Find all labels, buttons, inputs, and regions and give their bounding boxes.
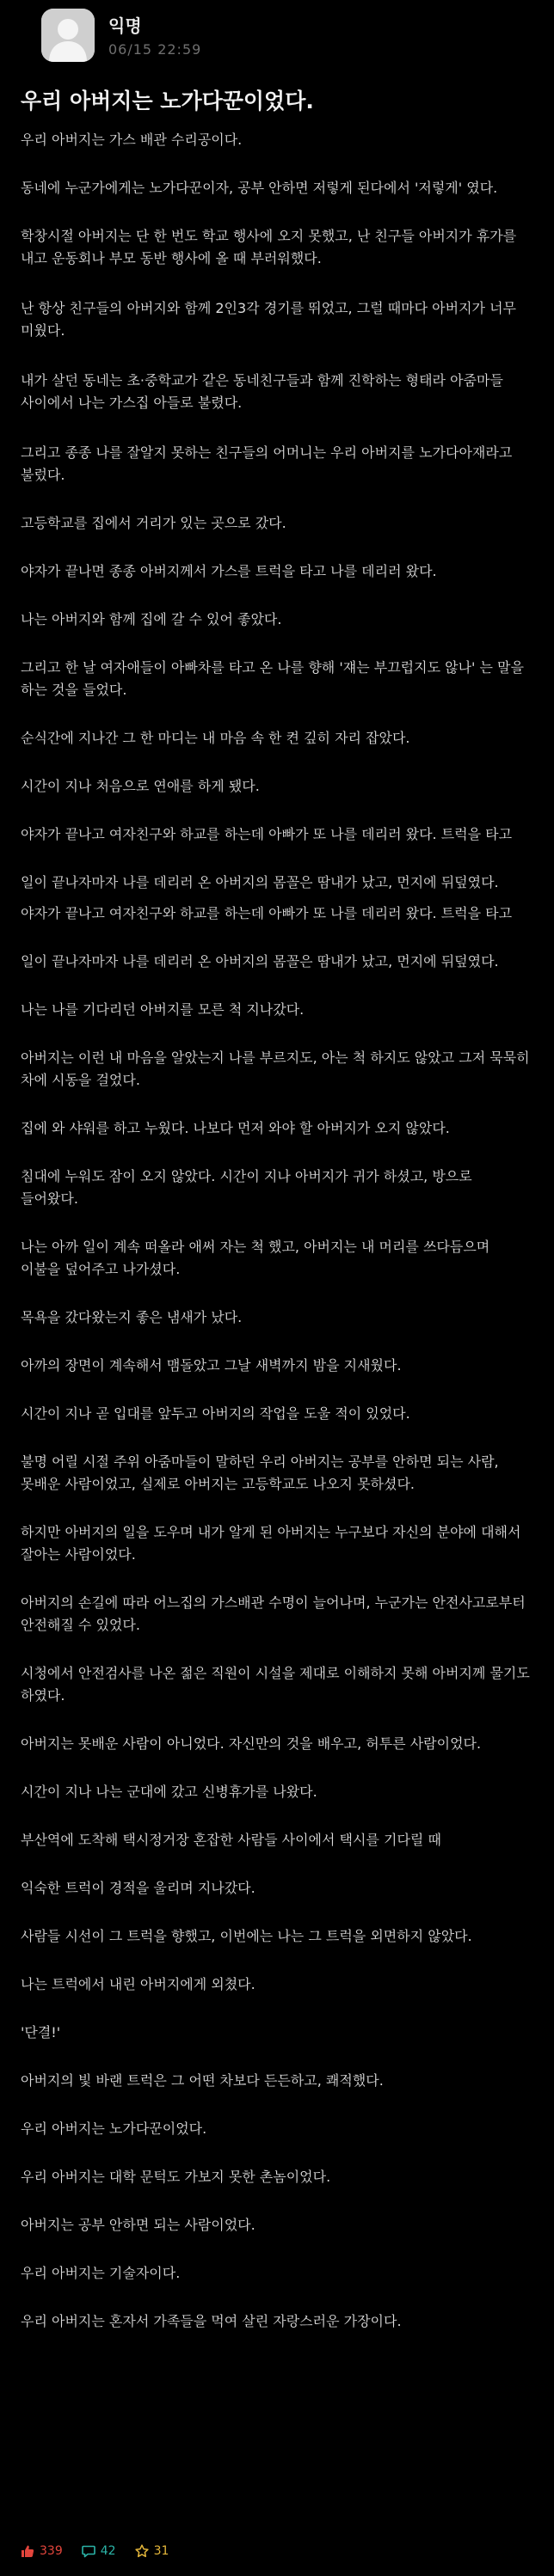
post-paragraph: 익숙한 트럭이 경적을 울리며 지나갔다. [21,1880,255,1896]
like-count: 339 [40,2544,63,2558]
default-avatar-icon [41,9,95,62]
post-paragraph: 시간이 지나 처음으로 연애를 하게 됐다. [21,778,260,794]
scrap-count: 31 [153,2544,169,2558]
post-paragraph: 시간이 지나 곧 입대를 앞두고 아버지의 작업을 도울 적이 있었다. [21,1405,410,1422]
post-paragraph: 아버지는 못배운 사람이 아니었다. 자신만의 것을 배우고, 허투른 사람이었다. [21,1735,482,1752]
post-paragraph: 나는 아까 일이 계속 떠올라 애써 자는 척 했고, 아버지는 내 머리를 쓰다듬으며 이불을 덮어주고 나가셨다. [21,1239,490,1277]
post-paragraph: 우리 아버지는 노가다꾼이었다. [21,2120,207,2137]
post-paragraph: 우리 아버지는 가스 배관 수리공이다. [21,132,243,148]
post-paragraph: 집에 와 샤워를 하고 누웠다. 나보다 먼저 와야 할 아버지가 오지 않았다. [21,1120,450,1136]
post-paragraph: 하지만 아버지의 일을 도우며 내가 알게 된 아버지는 누구보다 자신의 분야에 대해서 잘아는 사람이었다. [21,1524,521,1563]
post-paragraph: 일이 끝나자마자 나를 데리러 온 아버지의 몸꼴은 땀내가 났고, 먼지에 뒤덮였다. [21,953,499,970]
scrap-stat[interactable] [135,2544,169,2558]
post-paragraph: 나는 나를 기다리던 아버지를 모른 척 지나갔다. [21,1001,305,1018]
post-paragraph: 일이 끝나자마자 나를 데리러 온 아버지의 몸꼴은 땀내가 났고, 먼지에 뒤덮였다. [21,874,499,890]
post-paragraph: 나는 트럭에서 내린 아버지에게 외쳤다. [21,1976,255,1992]
like-stat[interactable] [21,2544,63,2558]
post-paragraph: 그리고 종종 나를 잘알지 못하는 친구들의 어머니는 우리 아버지를 노가다아재라고 불렀다. [21,444,513,483]
post-paragraph: 침대에 누워도 잠이 오지 않았다. 시간이 지나 아버지가 귀가 하셨고, 방으로 들어왔다. [21,1168,472,1207]
post-paragraph: 그리고 한 날 여자애들이 아빠차를 타고 온 나를 향해 '쟤는 부끄럽지도 않나' 는 말을 하는 것을 들었다. [21,659,524,698]
post-title: 우리 아버지는 노가다꾼이었다. [21,89,314,113]
post-paragraph: 아버지의 빛 바랜 트럭은 그 어떤 차보다 든든하고, 쾌적했다. [21,2072,384,2089]
post-paragraph: 나는 아버지와 함께 집에 갈 수 있어 좋았다. [21,611,282,627]
post-paragraph: 아버지의 손길에 따라 어느집의 가스배관 수명이 늘어나며, 누군가는 안전사고로부터 안전해질 수 있었다. [21,1594,526,1633]
post-paragraph: 아버지는 공부 안하면 되는 사람이었다. [21,2217,255,2233]
post-paragraph: '단결!' [21,2024,61,2041]
post-paragraph: 우리 아버지는 대학 문턱도 가보지 못한 촌놈이었다. [21,2169,331,2185]
comment-stat[interactable] [82,2544,116,2558]
post-paragraph: 내가 살던 동네는 초·중학교가 같은 동네친구들과 함께 진학하는 형태라 아줌마들 사이에서 나는 가스집 아들로 불렸다. [21,372,503,411]
post-paragraph: 야자가 끝나면 종종 아버지께서 가스를 트럭을 타고 나를 데리러 왔다. [21,563,437,579]
author-name: 익명 [108,15,142,36]
post-paragraph: 사람들 시선이 그 트럭을 향했고, 이번에는 나는 그 트럭을 외면하지 않았다. [21,1928,472,1944]
comment-count: 42 [100,2544,116,2558]
thumbs-up-icon [21,2544,34,2558]
post-paragraph: 난 항상 친구들의 아버지와 함께 2인3각 경기를 뛰었고, 그럴 때마다 아버지가 너무 미웠다. [21,300,516,339]
post-body [21,129,533,2333]
post-paragraph: 아버지는 이런 내 마음을 알았는지 나를 부르지도, 아는 척 하지도 않았고 그저 묵묵히 차에 시동을 걸었다. [21,1049,530,1088]
post-paragraph: 불명 어릴 시절 주위 아줌마들이 말하던 우리 아버지는 공부를 안하면 되는 사람, 못배운 사람이었고, 실제로 아버지는 고등학교도 나오지 못하셨다. [21,1453,499,1492]
post-paragraph: 아까의 장면이 계속해서 맴돌았고 그날 새벽까지 밤을 지새웠다. [21,1357,402,1374]
comment-icon [82,2544,95,2558]
post-paragraph: 목욕을 갔다왔는지 좋은 냄새가 났다. [21,1309,243,1325]
post-paragraph: 우리 아버지는 혼자서 가족들을 먹여 살린 자랑스러운 가장이다. [21,2313,402,2329]
post-paragraph: 학창시절 아버지는 단 한 번도 학교 행사에 오지 못했고, 난 친구들 아버지가 휴가를 내고 운동회나 부모 동반 행사에 올 때 부러워했다. [21,228,517,266]
post-paragraph: 야자가 끝나고 여자친구와 하교를 하는데 아빠가 또 나를 데리러 왔다. 트럭을 타고 [21,905,513,921]
post-paragraph: 고등학교를 집에서 거리가 있는 곳으로 갔다. [21,515,286,531]
star-icon [135,2544,149,2558]
post-timestamp: 06/15 22:59 [108,41,202,58]
post-paragraph: 야자가 끝나고 여자친구와 하교를 하는데 아빠가 또 나를 데리러 왔다. 트럭을 타고 [21,826,513,842]
post-stats [21,2544,169,2558]
post-paragraph: 시간이 지나 나는 군대에 갔고 신병휴가를 나왔다. [21,1784,317,1800]
post-paragraph: 동네에 누군가에게는 노가다꾼이자, 공부 안하면 저렇게 된다에서 '저렇게' 였다. [21,180,498,196]
post-header [21,0,533,70]
avatar [41,9,95,62]
post-paragraph: 순식간에 지나간 그 한 마디는 내 마음 속 한 켠 깊히 자리 잡았다. [21,730,410,746]
post-paragraph: 시청에서 안전검사를 나온 젊은 직원이 시설을 제대로 이해하지 못해 아버지께 물기도 하였다. [21,1665,530,1704]
post-paragraph: 우리 아버지는 기술자이다. [21,2265,181,2281]
post-paragraph: 부산역에 도착해 택시정거장 혼잡한 사람들 사이에서 택시를 기다릴 때 [21,1832,441,1848]
